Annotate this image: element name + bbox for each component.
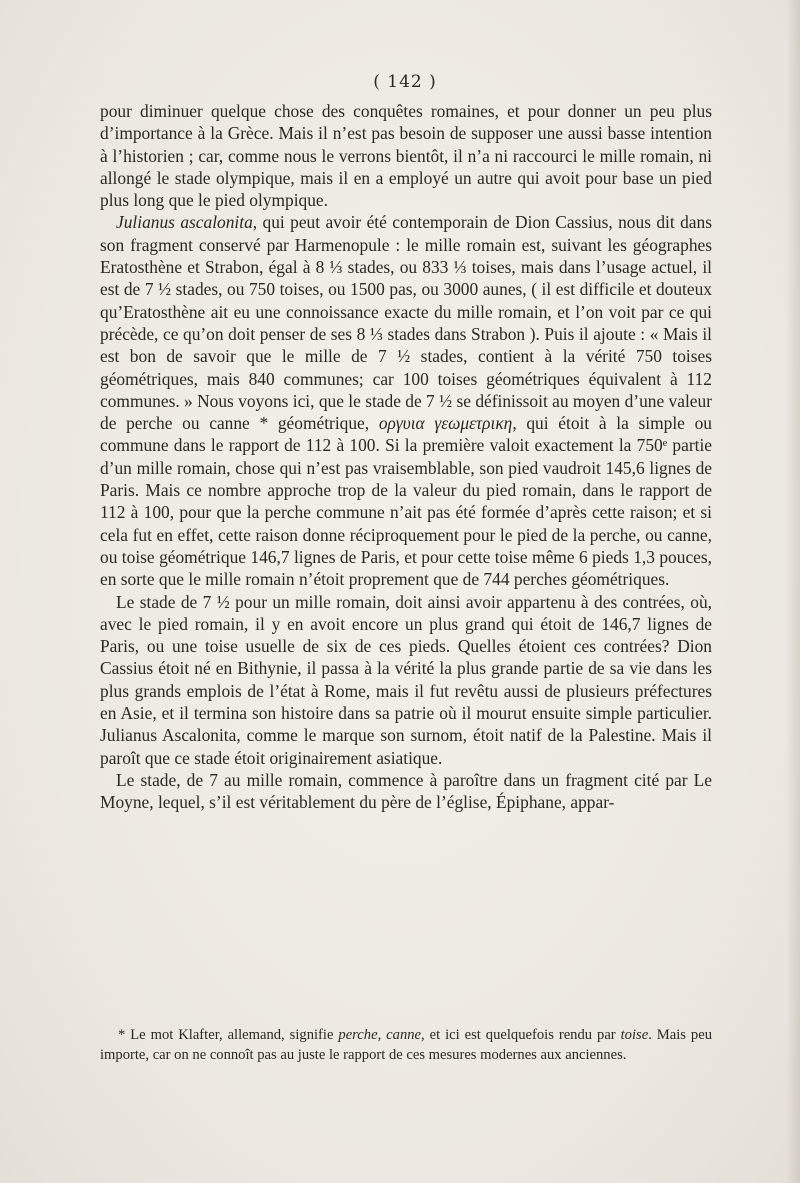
footnote-run: . Mais peu importe, car on ne connoît pas au juste le rapport de ces mesures modernes aux anciennes.	[100, 1027, 712, 1063]
paragraph-3	[100, 591, 712, 769]
italic-name-julianus: Julianus ascalonita	[116, 212, 253, 233]
paragraph-text: , qui peut avoir été contemporain de Dion Cassius, nous dit dans son fragment conservé par Harmenopule : le mille romain est, suivant les géographes Eratosthène et Strabon, égal à 8 ⅓ stades, ou 833 ⅓ toises, mais dans l’usage actuel, il est de 7 ½ stades, ou 750 toises, ou 1500 pas, ou 3000 aunes, ( il est difficile et douteux qu’Eratosthène ait eu une connoissance exacte du mille romain, et l’on voit par ce qui précède, ce qu’on doit penser de ses 8 ⅓ stades dans Strabon ). Puis il ajoute : « Mais il est bon de savoir que le mille de 7 ½ stades, contient à la vérité 750 toises géométriques, mais 840 communes; car 100 toises géométriques équivalent à 112 communes. » Nous voyons ici, que le stade de 7 ½ se définissoit au moyen d’une valeur de perche ou canne * géométrique,	[100, 212, 712, 434]
footnote-italic-toise: toise	[620, 1027, 649, 1043]
paragraph-text: Le stade, de 7 au mille romain, commence à paroître dans un fragment cité par Le Moyne, lequel, s’il est véritablement du père de l’église, Épiphane, appar-	[100, 769, 712, 813]
greek-term: οργυια γεωμετρικη	[378, 413, 513, 434]
footnote	[100, 1026, 712, 1065]
footnote-run: ,	[377, 1027, 387, 1043]
footnote-run: , et ici est quelquefois rendu par	[421, 1027, 621, 1043]
footnote-italic-canne: canne	[386, 1027, 422, 1043]
footnote-italic-perche: perche	[338, 1027, 378, 1043]
paragraph-text: , qui étoit à la simple ou commune dans le rapport de 112 à 100. Si la première valoit exactement la 750ᵉ partie d’un mille romain, chose qui n’est pas vraisemblable, son pied vaudroit 145,6 lignes de Paris. Mais ce nombre approche trop de la valeur du pied romain, dans le rapport de 112 à 100, pour que la perche commune n’ait pas été formée d’après cette raison; et si cela fut en effet, cette raison donne réciproquement pour le pied de la perche, ou canne, ou toise géométrique 146,7 lignes de Paris, et pour cette toise même 6 pieds 1,3 pouces, en sorte que le mille romain n’étoit proprement que de 744 perches géométriques.	[100, 413, 712, 590]
paragraph-4	[100, 769, 712, 814]
paragraph-1	[100, 100, 712, 211]
page-number: ( 142 )	[373, 72, 437, 92]
page-edge-shadow	[786, 0, 800, 1183]
paragraph-text: pour diminuer quelque chose des conquêtes romaines, et pour donner un peu plus d’importance à la Grèce. Mais il n’est pas besoin de supposer une aussi basse intention à l’historien ; car, comme nous le verrons bientôt, il n’a ni raccourci le mille romain, ni allongé le stade olympique, mais il en a employé un autre qui avoit pour base un pied plus long que le pied olympique.	[100, 101, 712, 211]
paragraph-text: Le stade de 7 ½ pour un mille romain, doit ainsi avoir appartenu à des contrées, où, avec le pied romain, il y en avoit encore un plus grand qui étoit de 146,7 lignes de Paris, ou une toise usuelle de six de ces pieds. Quelles étoient ces contrées? Dion Cassius étoit né en Bithynie, il passa à la vérité la plus grande partie de sa vie dans les plus grands emplois de l’état à Rome, mais il fut revêtu aussi de plusieurs préfectures en Asie, et il termina son histoire dans sa patrie où il mourut ensuite simple particulier. Julianus Ascalonita, comme le marque son surnom, étoit natif de la Palestine. Mais il paroît que ce stade étoit originairement asiatique.	[100, 591, 712, 768]
footnote-run: * Le mot Klafter, allemand, signifie	[118, 1027, 339, 1043]
footnote-text	[100, 1026, 712, 1065]
body-text	[100, 100, 712, 814]
paragraph-2	[100, 211, 712, 590]
